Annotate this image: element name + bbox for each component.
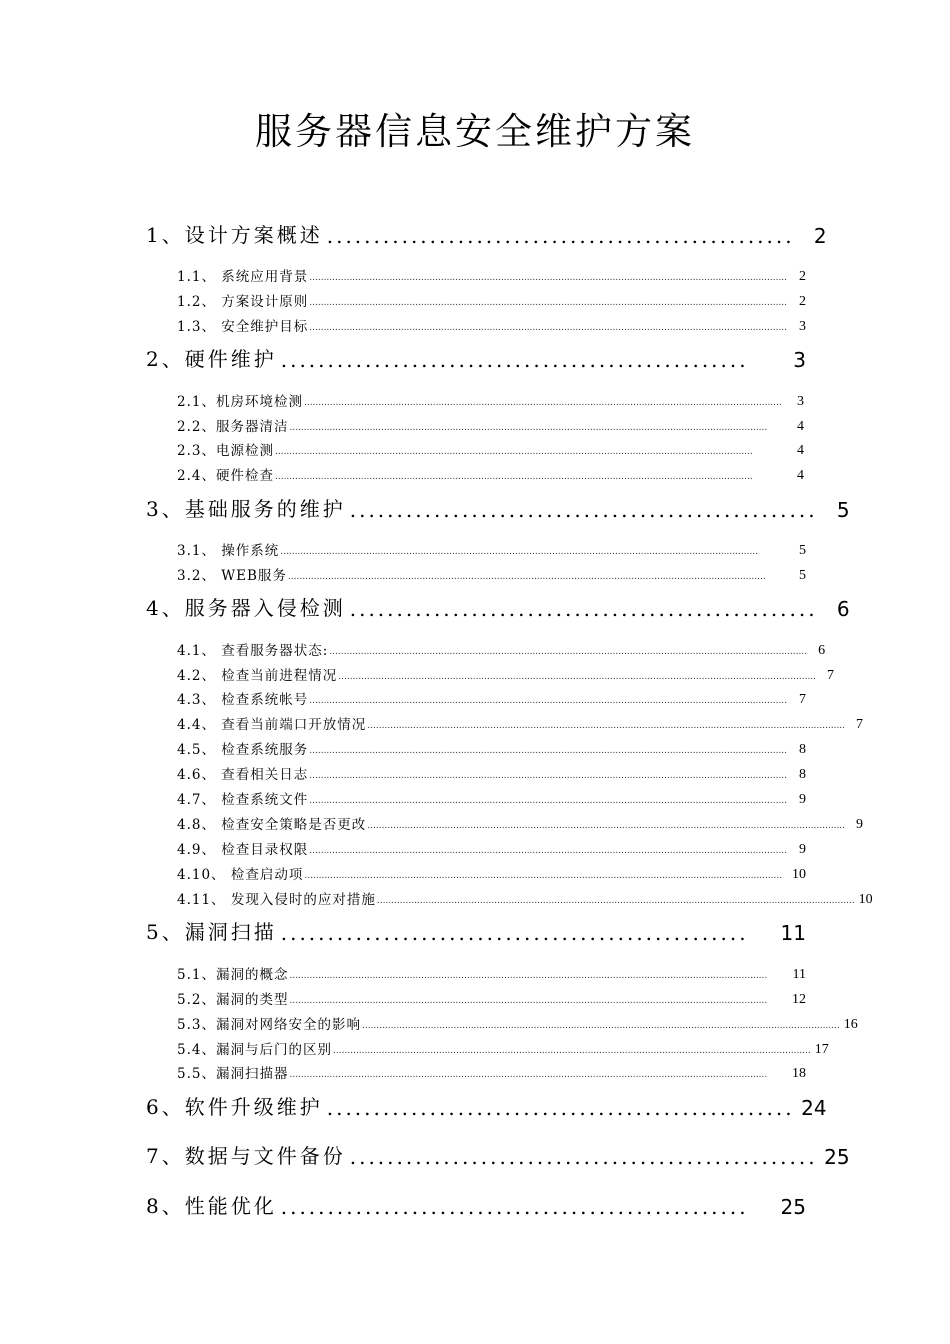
toc-entry[interactable]	[146, 218, 827, 248]
toc-dot-leader: .......................................................................................................................................................................	[367, 721, 846, 731]
toc-dot-leader: .......................................................................................................................................................................	[309, 323, 788, 333]
toc-subentry[interactable]	[177, 963, 806, 983]
toc-page-number: 3	[793, 348, 806, 372]
toc-page-number: 7	[799, 692, 806, 707]
toc-subentry[interactable]	[177, 539, 806, 559]
toc-subentry[interactable]	[177, 813, 864, 833]
toc-dot-leader: .......................................................................................................................................................................	[309, 696, 788, 706]
toc-page-number: 9	[856, 817, 864, 832]
toc-page-number: 8	[799, 767, 806, 782]
toc-entry-label: 4.9、 检查目录权限	[177, 842, 309, 858]
toc-page-number: 3	[799, 319, 806, 334]
toc-subentry[interactable]	[177, 639, 826, 659]
toc-dot-leader: ..................................................	[280, 348, 749, 372]
toc-subentry[interactable]	[177, 838, 806, 858]
toc-subentry[interactable]	[177, 265, 806, 285]
toc-page-number: 2	[813, 224, 827, 248]
toc-subentry[interactable]	[177, 1062, 806, 1082]
toc-dot-leader: .......................................................................................................................................................................	[309, 796, 788, 806]
toc-dot-leader: .......................................................................................................................................................................	[304, 871, 783, 881]
toc-entry-label: 2.1、机房环境检测	[177, 394, 303, 410]
toc-entry[interactable]	[146, 915, 806, 945]
toc-entry-label: 5.1、漏洞的概念	[177, 967, 289, 983]
toc-entry[interactable]	[146, 591, 850, 621]
toc-entry-label: 4.4、 查看当前端口开放情况	[177, 717, 367, 733]
toc-entry-label: 3、基础服务的维护	[146, 497, 346, 521]
toc-entry-label: 1.2、 方案设计原则	[177, 294, 309, 310]
toc-dot-leader: .......................................................................................................................................................................	[289, 1070, 768, 1080]
toc-dot-leader: .......................................................................................................................................................................	[280, 547, 759, 557]
toc-subentry[interactable]	[177, 788, 806, 808]
toc-page-number: 12	[792, 992, 806, 1007]
toc-page-number: 6	[836, 597, 850, 621]
toc-subentry[interactable]	[177, 1038, 829, 1058]
toc-page-number: 10	[858, 892, 873, 907]
toc-dot-leader: .......................................................................................................................................................................	[287, 572, 766, 582]
toc-entry[interactable]	[146, 1090, 827, 1120]
toc-entry-label: 4.1、 查看服务器状态:	[177, 643, 329, 659]
toc-entry-label: 4.2、 检查当前进程情况	[177, 668, 338, 684]
toc-subentry[interactable]	[177, 888, 873, 908]
toc-page-number: 6	[818, 643, 826, 658]
toc-entry-label: 3.1、 操作系统	[177, 543, 280, 559]
toc-entry-label: 5.3、漏洞对网络安全的影响	[177, 1017, 361, 1033]
toc-page-number: 25	[780, 1195, 806, 1219]
toc-dot-leader: .......................................................................................................................................................................	[289, 423, 768, 433]
toc-dot-leader: .......................................................................................................................................................................	[361, 1021, 840, 1031]
toc-entry-label: 2.3、电源检测	[177, 443, 274, 459]
toc-entry[interactable]	[146, 342, 806, 372]
toc-page-number: 5	[836, 498, 850, 522]
toc-entry-label: 5.5、漏洞扫描器	[177, 1066, 289, 1082]
toc-page-number: 2	[799, 294, 806, 309]
toc-subentry[interactable]	[177, 863, 806, 883]
toc-entry-label: 4.11、 发现入侵时的应对措施	[177, 892, 376, 908]
toc-entry[interactable]	[146, 492, 850, 522]
toc-page-number: 18	[792, 1066, 806, 1081]
toc-entry-label: 4、服务器入侵检测	[146, 596, 346, 620]
toc-subentry[interactable]	[177, 988, 806, 1008]
toc-entry-label: 2.4、硬件检查	[177, 468, 274, 484]
toc-page-number: 9	[799, 842, 806, 857]
toc-page-number: 9	[799, 792, 806, 807]
toc-subentry[interactable]	[177, 664, 835, 684]
toc-subentry[interactable]	[177, 713, 864, 733]
toc-subentry[interactable]	[177, 415, 804, 435]
toc-dot-leader: .......................................................................................................................................................................	[309, 771, 788, 781]
toc-entry-label: 1、设计方案概述	[146, 223, 323, 247]
toc-dot-leader: .......................................................................................................................................................................	[289, 996, 768, 1006]
toc-entry-label: 4.8、 检查安全策略是否更改	[177, 817, 367, 833]
toc-entry[interactable]	[146, 1189, 806, 1219]
toc-entry-label: 1.1、 系统应用背景	[177, 269, 309, 285]
toc-page-number: 17	[814, 1042, 829, 1057]
toc-entry-label: 2、硬件维护	[146, 347, 277, 371]
toc-dot-leader: .......................................................................................................................................................................	[309, 846, 788, 856]
toc-page-number: 5	[799, 568, 806, 583]
toc-dot-leader: .......................................................................................................................................................................	[376, 896, 855, 906]
toc-entry[interactable]	[146, 1139, 850, 1169]
toc-subentry[interactable]	[177, 688, 806, 708]
toc-entry-label: 4.5、 检查系统服务	[177, 742, 309, 758]
toc-page-number: 4	[797, 443, 804, 458]
toc-dot-leader: ..................................................	[326, 1096, 795, 1120]
toc-subentry[interactable]	[177, 439, 804, 459]
toc-subentry[interactable]	[177, 738, 806, 758]
toc-dot-leader: .......................................................................................................................................................................	[332, 1046, 811, 1056]
toc-entry-label: 5.2、漏洞的类型	[177, 992, 289, 1008]
toc-entry-label: 3.2、 WEB服务	[177, 568, 287, 584]
toc-page-number: 8	[799, 742, 806, 757]
toc-dot-leader: ..................................................	[349, 498, 818, 522]
toc-dot-leader: .......................................................................................................................................................................	[309, 273, 788, 283]
toc-subentry[interactable]	[177, 290, 806, 310]
toc-entry-label: 6、软件升级维护	[146, 1095, 323, 1119]
toc-entry-label: 4.7、 检查系统文件	[177, 792, 309, 808]
toc-entry-label: 8、性能优化	[146, 1194, 277, 1218]
toc-dot-leader: .......................................................................................................................................................................	[274, 447, 753, 457]
toc-entry-label: 4.3、 检查系统帐号	[177, 692, 309, 708]
toc-dot-leader: ..................................................	[349, 597, 818, 621]
toc-page-number: 16	[843, 1017, 858, 1032]
toc-dot-leader: ..................................................	[280, 921, 749, 945]
toc-subentry[interactable]	[177, 390, 804, 410]
toc-dot-leader: .......................................................................................................................................................................	[309, 746, 788, 756]
toc-dot-leader: .......................................................................................................................................................................	[303, 398, 782, 408]
document-title: 服务器信息安全维护方案	[255, 110, 695, 153]
toc-entry-label: 5.4、漏洞与后门的区别	[177, 1042, 332, 1058]
toc-page-number: 5	[799, 543, 806, 558]
toc-page-number: 10	[792, 867, 806, 882]
toc-entry-label: 5、漏洞扫描	[146, 920, 277, 944]
toc-page-number: 2	[799, 269, 806, 284]
toc-dot-leader: .......................................................................................................................................................................	[289, 971, 768, 981]
toc-entry-label: 4.10、 检查启动项	[177, 867, 304, 883]
toc-dot-leader: ..................................................	[326, 224, 795, 248]
toc-subentry[interactable]	[177, 1013, 858, 1033]
toc-dot-leader: .......................................................................................................................................................................	[338, 672, 817, 682]
toc-page-number: 4	[797, 419, 804, 434]
toc-page-number: 3	[797, 394, 804, 409]
toc-page-number: 7	[827, 668, 835, 683]
toc-page-number: 11	[780, 921, 806, 945]
toc-page-number: 11	[792, 967, 806, 982]
toc-page-number: 7	[856, 717, 864, 732]
toc-dot-leader: .......................................................................................................................................................................	[274, 472, 753, 482]
toc-dot-leader: ..................................................	[280, 1195, 749, 1219]
toc-dot-leader: ..................................................	[349, 1145, 818, 1169]
toc-entry-label: 2.2、服务器清洁	[177, 419, 289, 435]
toc-page-number: 4	[797, 468, 804, 483]
toc-subentry[interactable]	[177, 564, 806, 584]
toc-dot-leader: .......................................................................................................................................................................	[309, 298, 788, 308]
toc-dot-leader: .......................................................................................................................................................................	[367, 821, 846, 831]
toc-page-number: 24	[801, 1096, 827, 1120]
toc-subentry[interactable]	[177, 763, 806, 783]
toc-entry-label: 4.6、 查看相关日志	[177, 767, 309, 783]
toc-page-number: 25	[824, 1145, 850, 1169]
toc-dot-leader: .......................................................................................................................................................................	[329, 647, 808, 657]
toc-subentry[interactable]	[177, 315, 806, 335]
toc-entry-label: 7、数据与文件备份	[146, 1144, 346, 1168]
toc-subentry[interactable]	[177, 464, 804, 484]
toc-entry-label: 1.3、 安全维护目标	[177, 319, 309, 335]
